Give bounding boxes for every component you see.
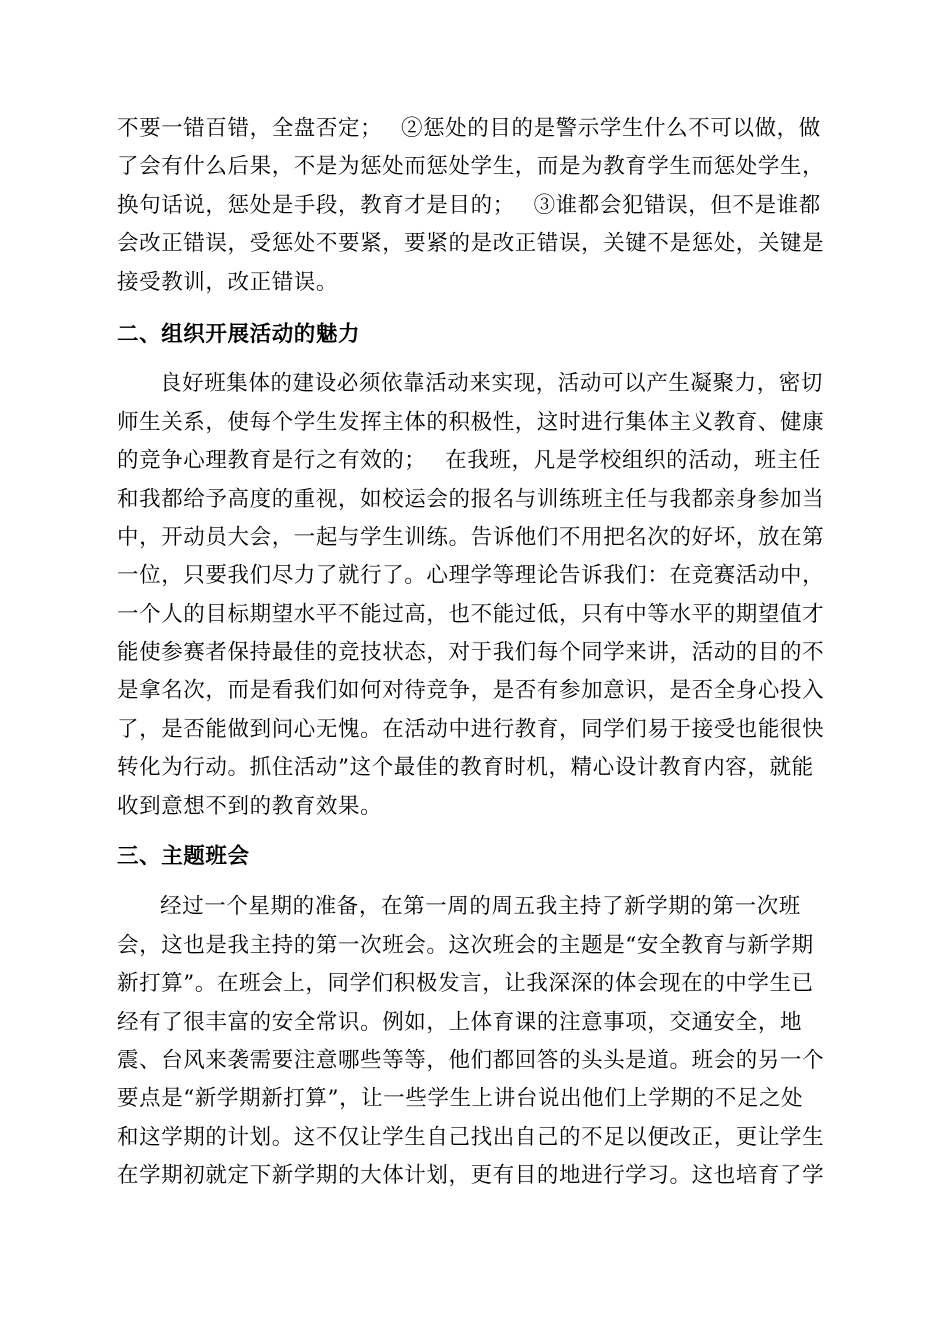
- text-line: 的竞争心理教育是行之有效的； 在我班，凡是学校组织的活动，班主任: [117, 448, 821, 474]
- text-line: 了，是否能做到问心无愧。在活动中进行教育，同学们易于接受也能很快: [117, 716, 825, 742]
- paragraph-class-meeting: [117, 888, 833, 1195]
- text-line: 师生关系，使每个学生发挥主体的积极性，这时进行集体主义教育、健康: [117, 409, 825, 435]
- paragraph-activities: [117, 365, 833, 826]
- text-line: 新打算”。在班会上，同学们积极发言，让我深深的体会现在的中学生已: [117, 971, 814, 997]
- section-heading-activities: 二、组织开展活动的魅力: [117, 321, 361, 347]
- text-line: 经过一个星期的准备，在第一周的周五我主持了新学期的第一次班: [160, 894, 801, 920]
- text-line: 和这学期的计划。这不仅让学生自己找出自己的不足以便改正，更让学生: [117, 1124, 825, 1150]
- text-line: 要点是“新学期新打算”，让一些学生上讲台说出他们上学期的不足之处: [117, 1086, 804, 1112]
- text-line: 会，这也是我主持的第一次班会。这次班会的主题是“安全教育与新学期: [117, 932, 814, 958]
- text-line: 震、台风来袭需要注意哪些等等，他们都回答的头头是道。班会的另一个: [117, 1047, 825, 1073]
- text-line: 会改正错误，受惩处不要紧，要紧的是改正错误，关键不是惩处，关键是: [117, 231, 825, 257]
- text-line: 中，开动员大会，一起与学生训练。告诉他们不用把名次的好坏，放在第: [117, 524, 825, 550]
- text-line: 一个人的目标期望水平不能过高，也不能过低，只有中等水平的期望值才: [117, 601, 825, 627]
- text-line: 转化为行动。抓住活动”这个最佳的教育时机，精心设计教育内容，就能: [117, 755, 814, 781]
- paragraph-punishment-principles: [117, 110, 833, 302]
- text-line: 了会有什么后果，不是为惩处而惩处学生，而是为教育学生而惩处学生，: [117, 154, 825, 180]
- text-line: 能使参赛者保持最佳的竞技状态，对于我们每个同学来讲，活动的目的不: [117, 640, 825, 666]
- section-heading-class-meeting: 三、主题班会: [117, 844, 250, 870]
- text-line: 是拿名次，而是看我们如何对待竞争，是否有参加意识，是否全身心投入: [117, 678, 825, 704]
- text-line: 一位，只要我们尽力了就行了。心理学等理论告诉我们：在竞赛活动中，: [117, 563, 825, 589]
- text-line: 收到意想不到的教育效果。: [117, 793, 383, 819]
- text-line: 和我都给予高度的重视，如校运会的报名与训练班主任与我都亲身参加当: [117, 486, 825, 512]
- text-line: 在学期初就定下新学期的大体计划，更有目的地进行学习。这也培育了学: [117, 1163, 825, 1189]
- text-line: 不要一错百错，全盘否定； ②惩处的目的是警示学生什么不可以做，做: [117, 116, 821, 141]
- text-line: 良好班集体的建设必须依靠活动来实现，活动可以产生凝聚力，密切: [160, 371, 824, 397]
- text-line: 接受教训，改正错误。: [117, 269, 339, 295]
- document-page: [117, 110, 833, 1196]
- text-line: 经有了很丰富的安全常识。例如，上体育课的注意事项，交通安全，地: [117, 1009, 803, 1035]
- text-line: 换句话说，惩处是手段，教育才是目的； ③谁都会犯错误，但不是谁都: [117, 192, 821, 218]
